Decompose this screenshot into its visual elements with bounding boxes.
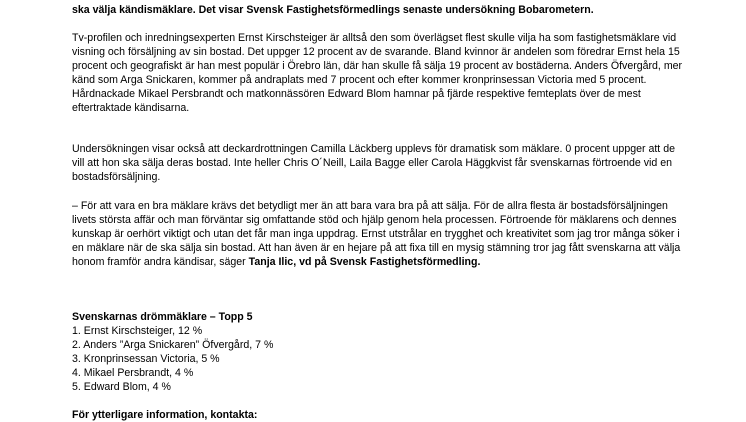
top5-list <box>72 324 273 394</box>
list-item: 1. Ernst Kirschsteiger, 12 % <box>72 325 203 337</box>
list-item: 5. Edward Blom, 4 % <box>72 381 171 393</box>
contact-heading-cut: För ytterligare information, kontakta: <box>72 409 258 421</box>
intro-bold-text: ska välja kändismäklare. Det visar Svensk Fastighetsförmedlings senaste undersökning Bobarometern. <box>72 4 594 16</box>
paragraph-lackberg: Undersökningen visar också att deckardrottningen Camilla Läckberg upplevs för dramatisk som mäklare. 0 procent uppger att de vill att hon ska sälja deras bostad. Inte heller Chris O´Neill, Laila Bagge eller Carola Häggkvist får svenskarnas förtroende vid en bostadsförsäljning. <box>72 143 675 183</box>
list-item: 4. Mikael Persbrandt, 4 % <box>72 367 194 379</box>
list-item: 2. Anders ”Arga Snickaren” Öfvergård, 7 % <box>72 339 274 351</box>
paragraph-quote <box>72 199 690 269</box>
paragraph-ernst-ranking: Tv-profilen och inredningsexperten Ernst Kirschsteiger är alltså den som överlägset flest skulle vilja ha som fastighetsmäklare vid visning och försäljning av sin bostad. Det uppger 12 procent av de svarande. Bland kvinnor är andelen som föredrar Ernst hela 15 procent och geografiskt är han mest populär i Örebro län, där han skulle få sälja 19 procent av bostäderna. Anders Öfvergård, mer känd som Arga Snickaren, kommer på andraplats med 7 procent och efter kommer kronprinsessan Victoria med 5 procent. Hårdnackade Mikael Persbrandt och matkonnässören Edward Blom hamnar på fjärde respektive femteplats över de mest eftertraktade kändisarna. <box>72 32 683 114</box>
quote-text: – För att vara en bra mäklare krävs det betydligt mer än att bara vara bra på att sälja. För de allra flesta är bostadsförsäljningen livets största affär och man förväntar sig omfattande stöd och hjälp genom hela processen. Förtroende för mäklarens och dennes kunskap är oerhört viktigt och utan det får man inga uppdrag. Ernst utstrålar en trygghet och kreativitet som jag tror många söker i en mäklare när de ska sälja sin bostad. Att han även är en hejare på att fixa till en mysig stämning tror jag fått svenskarna att välja honom framför andra kändisar, säger <box>72 200 681 268</box>
top5-heading: Svenskarnas drömmäklare – Topp 5 <box>72 311 253 323</box>
list-item: 3. Kronprinsessan Victoria, 5 % <box>72 353 220 365</box>
quote-attribution: Tanja Ilic, vd på Svensk Fastighetsförmedling. <box>248 256 481 268</box>
